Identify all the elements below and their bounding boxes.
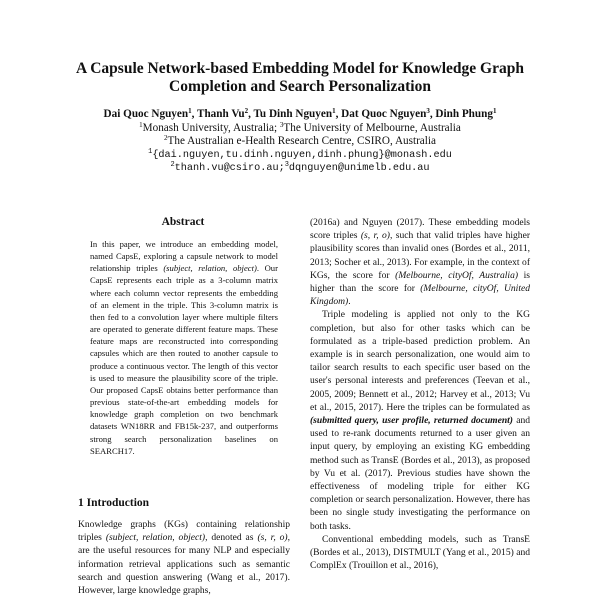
intro-paragraph: Knowledge graphs (KGs) containing relationship triples (subject, relation, object), denoted as (s, r, o), are the useful resources for many NLP and especially information retrieval applications such as semantic search and question answering (Wang et al., 2017). However, large knowledge graphs,	[78, 519, 290, 597]
section-heading-introduction: 1 Introduction	[78, 497, 150, 509]
author-4: Dat Quoc Nguyen	[341, 108, 427, 120]
right-column-text	[310, 216, 530, 572]
title-line-1: A Capsule Network-based Embedding Model for Knowledge Graph	[76, 60, 524, 77]
right-paragraph-2: Triple modeling is applied not only to the KG completion, but also for other tasks which can be formulated as a triple-based prediction problem. An example is in search personalization, one would aim to tailor search results to each specific user based on the user's personal interests and preferences (Teevan et al., 2005, 2009; Bennett et al., 2012; Harvey et al., 2013; Vu et al., 2015, 2017). Here the triples can be formulated as (submitted query, user profile, returned document) and used to re-rank documents returned to a user given an input query, by employing an existing KG embedding method such as TransE (Bordes et al., 2013), as proposed by Vu et al. (2017). Previous studies have shown the effectiveness of modeling triple for either KG completion or search personalization. However, there has been no single study investigating the performance on both tasks.	[310, 309, 531, 532]
affiliation-line-1: $^1$Monash University, Australia; $^3$The University of Melbourne, Australia	[139, 120, 461, 134]
email-line-1: $^1${dai.nguyen,tu.dinh.nguyen,dinh.phung}@monash.edu	[148, 147, 452, 161]
abstract-heading: Abstract	[161, 216, 205, 228]
affiliation-line-2: $^2$The Australian e-Health Research Centre, CSIRO, Australia	[164, 134, 436, 147]
author-2: Thanh Vu	[197, 108, 245, 120]
introduction-text	[78, 518, 290, 597]
author-names: Dai Quoc Nguyen$^1$, Thanh Vu$^2$, Tu Dinh Nguyen$^1$, Dat Quoc Nguyen$^3$, Dinh Phung$^1$	[103, 107, 497, 120]
title-line-2: Completion and Search Personalization	[169, 78, 431, 95]
right-paragraph-3: Conventional embedding models, such as TransE (Bordes et al., 2013), DISTMULT (Yang et al., 2015) and ComplEx (Trouillon et al., 2016),	[310, 533, 530, 572]
author-3: Tu Dinh Nguyen	[253, 108, 333, 120]
email-line-2: $^2$thanh.vu@csiro.au;$^3$dqnguyen@unimelb.edu.au	[170, 161, 430, 174]
author-5: Dinh Phung	[435, 108, 493, 120]
right-paragraph-1: (2016a) and Nguyen (2017). These embedding models score triples (s, r, o), such that valid triples have higher plausibility scores than invalid ones (Bordes et al., 2011, 2013; Socher et al., 2013). For example, in the context of KGs, the score for (Melbourne, cityOf, Australia) is higher than the score for (Melbourne, cityOf, United Kingdom).	[310, 217, 530, 308]
author-block	[20, 108, 580, 176]
author-1: Dai Quoc Nguyen	[103, 108, 189, 120]
paper-title	[40, 60, 560, 96]
abstract-text: In this paper, we introduce an embedding model, named CapsE, exploring a capsule network to model relationship triples (subject, relation, object). Our CapsE represents each triple as a 3-column matrix where each column vector represents the embedding of an element in the triple. This 3-column matrix is then fed to a convolution layer where multiple filters are operated to generate different feature maps. These feature maps are reconstructed into corresponding capsules which are then routed to another capsule to produce a continuous vector. The length of this vector is used to measure the plausibility score of the triple. Our proposed CapsE obtains better performance than previous state-of-the-art embedding models for knowledge graph completion on two benchmark datasets WN18RR and FB15k-237, and outperforms strong search personalization baselines on SEARCH17.	[90, 239, 278, 456]
